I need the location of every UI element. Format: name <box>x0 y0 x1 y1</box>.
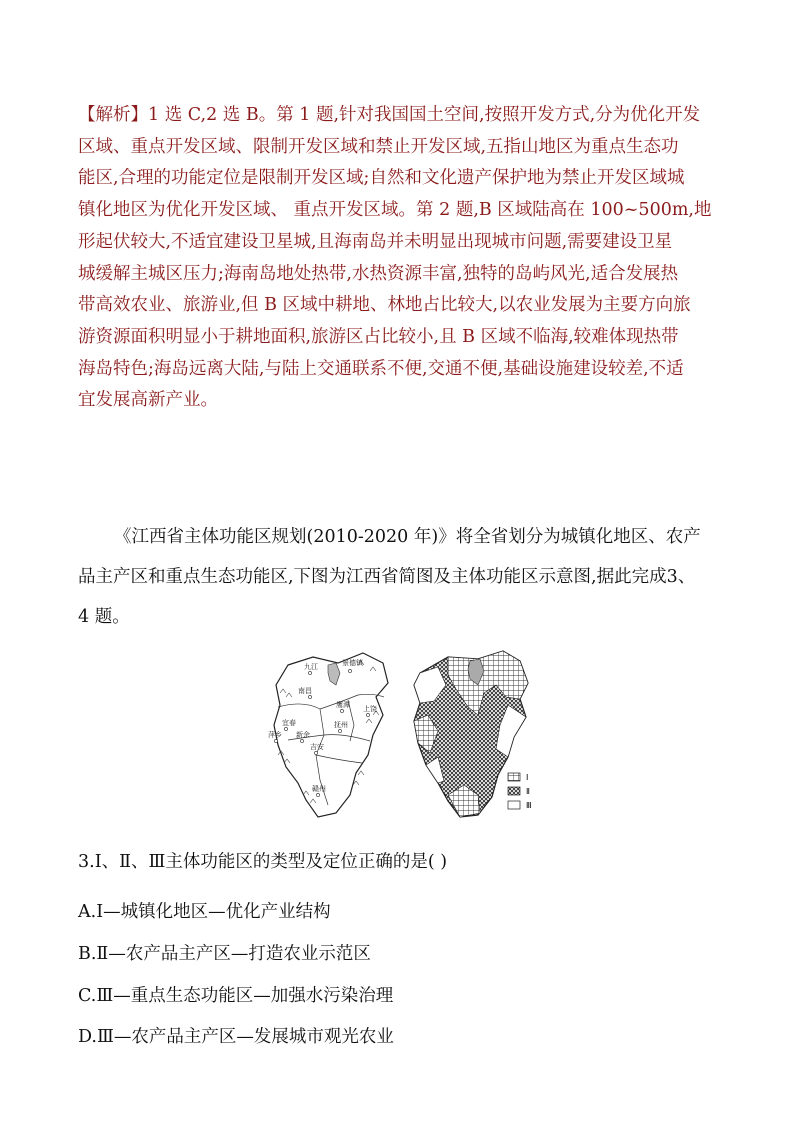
analysis-line: 【解析】1 选 C,2 选 B。第 1 题,针对我国国土空间,按照开发方式,分为优化开发 <box>78 105 701 125</box>
legend-label-2: Ⅱ <box>526 787 530 796</box>
label-jiujiang: 九江 <box>304 663 318 671</box>
label-ganzhou: 赣州 <box>312 785 326 793</box>
map-svg <box>258 645 548 823</box>
legend-label-3: Ⅲ <box>526 801 532 810</box>
analysis-line: 区域、重点开发区域、限制开发区域和禁止开发区域,五指山地区为重点生态功 <box>78 136 679 157</box>
label-jian: 吉安 <box>310 743 324 751</box>
intro-line: 《江西省主体功能区规划(2010-2020 年)》将全省划分为城镇化地区、农产 <box>114 527 701 547</box>
analysis-line: 带高效农业、旅游业,但 B 区域中耕地、林地占比较大,以农业发展为主要方向旅 <box>78 295 691 316</box>
label-jingdezhen: 景德镇 <box>342 659 363 667</box>
analysis-line: 游资源面积明显小于耕地面积,旅游区占比较小,且 B 区域不临海,较难体现热带 <box>78 326 679 347</box>
analysis-line: 形起伏较大,不适宜建设卫星城,且海南岛并未明显出现城市问题,需要建设卫星 <box>78 231 673 252</box>
analysis-line: 海岛特色;海岛远离大陆,与陆上交通联系不便,交通不便,基础设施建设较差,不适 <box>78 358 684 379</box>
legend-swatch-3 <box>508 801 520 809</box>
jiangxi-map-figure <box>258 645 548 823</box>
analysis-line: 城缓解主城区压力;海南岛地处热带,水热资源丰富,独特的岛屿风光,适合发展热 <box>78 263 679 284</box>
analysis-paragraph <box>78 100 718 417</box>
intro-line: 4 题。 <box>78 607 130 627</box>
analysis-line: 镇化地区为优化开发区域、 重点开发区域。第 2 题,B 区域陆高在 100~500m,地 <box>78 200 712 221</box>
label-shangrao: 上饶 <box>363 705 377 713</box>
label-nanchang: 南昌 <box>298 687 312 695</box>
legend-swatch-2 <box>508 787 520 795</box>
legend-swatch-1 <box>508 773 520 781</box>
option-d[interactable]: D.Ⅲ—农产品主产区—发展城市观光农业 <box>78 1027 394 1047</box>
label-pingxiang: 萍乡 <box>268 731 282 739</box>
left-map <box>268 653 388 817</box>
option-c[interactable]: C.Ⅲ—重点生态功能区—加强水污染治理 <box>78 986 394 1006</box>
analysis-line: 宜发展高新产业。 <box>78 390 218 411</box>
label-yichun: 宜春 <box>282 719 296 727</box>
label-fuzhou: 抚州 <box>334 721 348 729</box>
label-xinyu: 新余 <box>296 731 310 739</box>
analysis-line: 能区,合理的功能定位是限制开发区域;自然和文化遗产保护地为禁止开发区域城 <box>78 168 685 189</box>
question-stem: 3.Ⅰ、Ⅱ、Ⅲ主体功能区的类型及定位正确的是( ) <box>78 852 448 872</box>
legend <box>508 773 532 810</box>
option-a[interactable]: A.Ⅰ—城镇化地区—优化产业结构 <box>78 902 331 922</box>
option-b[interactable]: B.Ⅱ—农产品主产区—打造农业示范区 <box>78 944 371 964</box>
label-yingtan: 鹰潭 <box>336 701 350 709</box>
intro-paragraph <box>78 517 718 637</box>
legend-label-1: Ⅰ <box>526 773 529 782</box>
intro-line: 品主产区和重点生态功能区,下图为江西省简图及主体功能区示意图,据此完成3、 <box>78 567 696 587</box>
